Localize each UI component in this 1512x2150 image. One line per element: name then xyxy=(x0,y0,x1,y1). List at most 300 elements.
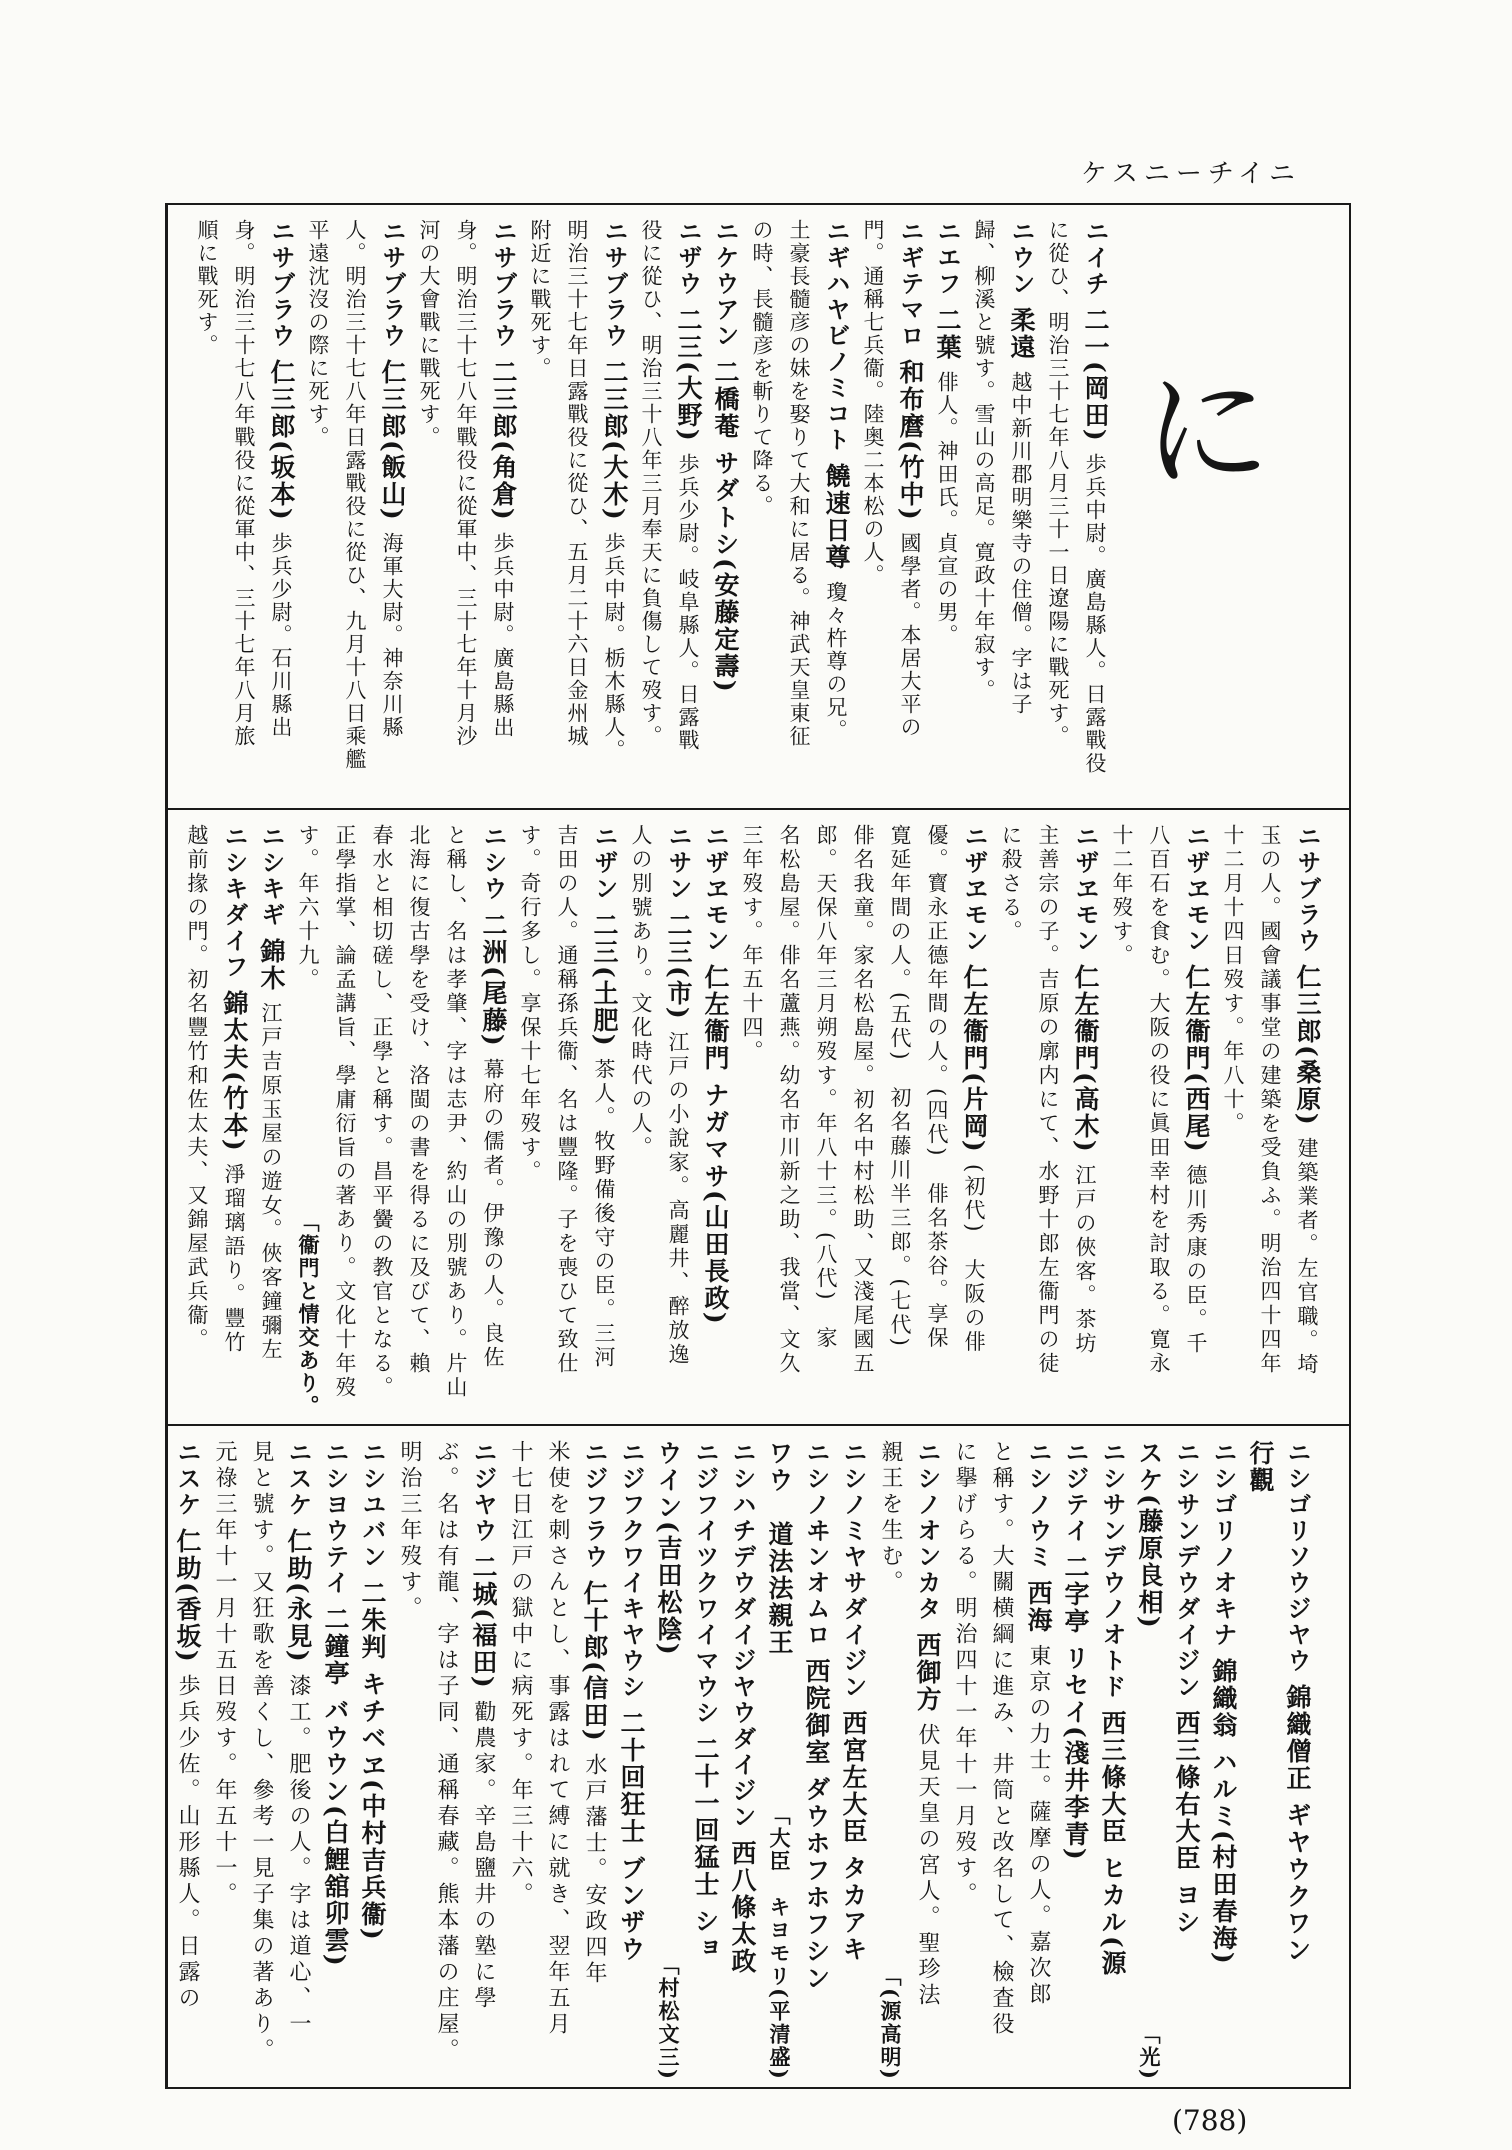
entry-text: 江戸の小說家。高麗井、醉放逸 xyxy=(666,1030,690,1367)
text-column xyxy=(697,824,734,1418)
entry-text: 歩兵少尉。岐阜縣人。日露戰 xyxy=(676,452,700,752)
column-line xyxy=(401,824,438,1376)
entry-name: 二十回狂士 xyxy=(617,1710,646,1845)
entry-name: 二朱判 xyxy=(358,1580,387,1661)
section-kana-heading: に xyxy=(1143,357,1272,506)
column-line xyxy=(300,219,337,449)
text-column xyxy=(337,219,374,802)
headword: ニスケ xyxy=(284,1440,312,1518)
text-column xyxy=(596,219,633,802)
entry-text: 平遠沈沒の際に死す。 xyxy=(306,219,330,449)
entry-name: 饒速日尊 xyxy=(822,463,851,571)
column-line xyxy=(633,219,670,748)
entry-name: 二橋菴 xyxy=(711,359,740,440)
entry-text: と稱す。大關横綱に進み、井筒と改名して、檢査役 xyxy=(989,1440,1014,2038)
entry-text: 役に從ひ、明治三十八年三月奉天に負傷して歿す。 xyxy=(639,219,663,748)
entry-name: 仁三郎(桑原) xyxy=(1293,964,1322,1127)
headword: ニシノオンカタ xyxy=(913,1440,941,1622)
text-column xyxy=(411,219,448,802)
column-line xyxy=(983,1440,1020,2038)
column-line xyxy=(993,824,1030,944)
cross-reference: リセイ(淺井李青) xyxy=(1061,1645,1090,1862)
headword: ニエフ xyxy=(933,219,961,297)
text-column xyxy=(670,219,707,802)
column-line xyxy=(623,824,660,1160)
entry-text: 元祿三年十一月十五日歿す。年五十一。 xyxy=(212,1440,237,1908)
entry-text: に擧げらる。明治四十一年十一月歿す。 xyxy=(952,1440,977,1908)
headword: ニジフイツクワイマウシ xyxy=(691,1440,719,1726)
column-line xyxy=(364,824,401,1400)
entries-band-bottom xyxy=(168,1426,1348,2087)
entry-name: 仁三郎(飯山) xyxy=(378,359,407,522)
headword: ニシノウミ xyxy=(1024,1440,1052,1570)
column-line xyxy=(909,1440,946,2009)
text-column xyxy=(744,219,781,802)
entry-name: 錦織僧正 xyxy=(1283,1684,1312,1792)
text-column xyxy=(522,219,559,802)
entry-name: 仁三郎(坂本) xyxy=(267,359,296,522)
text-column xyxy=(1094,1440,1131,2081)
text-column xyxy=(855,219,892,802)
column-line xyxy=(179,824,216,1352)
column-line xyxy=(475,824,512,1370)
headword: ニジフクワイキヤウシ xyxy=(617,1440,645,1700)
text-column xyxy=(1057,1440,1094,2081)
text-column xyxy=(401,824,438,1418)
text-column xyxy=(354,1440,391,2081)
text-column xyxy=(983,1440,1020,2081)
entry-name: 錦織翁 xyxy=(1209,1658,1238,1739)
headword: ニシハチデウダイジヤウダイジン xyxy=(728,1440,756,1830)
text-column xyxy=(650,1440,687,2081)
text-column xyxy=(1252,824,1289,1418)
text-column xyxy=(1040,219,1077,802)
entry-name: 二洲(尾藤) xyxy=(479,912,508,1048)
entry-text: 幕府の儒者。伊豫の人。良佐 xyxy=(481,1057,505,1370)
text-column xyxy=(253,824,290,1418)
headword: ニシユバン xyxy=(358,1440,386,1570)
text-column xyxy=(300,219,337,802)
headword: ニザヱモン xyxy=(1071,824,1099,954)
cross-reference: ナガマサ(山田長政) xyxy=(701,1082,730,1326)
column-line xyxy=(687,1440,724,1962)
text-column xyxy=(1141,824,1178,1418)
text-column xyxy=(1003,219,1040,802)
entry-text: 漆工。肥後の人。字は道心、一 xyxy=(286,1673,311,2038)
entry-text: ぶ。名は有龍、字は子同、通稱春藏。熊本藩の庄屋。 xyxy=(434,1440,459,2064)
text-column xyxy=(327,824,364,1418)
text-column xyxy=(687,1440,724,2081)
entry-text: 北海に復古學を受け、洛閩の書を得るに及びて、賴 xyxy=(407,824,431,1376)
entry-text: 三年歿す。年五十四。 xyxy=(740,824,764,1064)
headword: ニシノミヤサダイジン xyxy=(839,1440,867,1700)
headword: ニサブラウ xyxy=(1293,824,1321,954)
entry-text: 土豪長髓彦の妹を娶りて大和に居る。神武天皇東征 xyxy=(787,219,811,748)
text-column xyxy=(1289,824,1326,1418)
entry-name: 西御方 xyxy=(913,1632,942,1713)
column-line xyxy=(1030,824,1067,1376)
column-line xyxy=(549,824,586,1376)
headword: ニザヱモン xyxy=(1182,824,1210,954)
text-column xyxy=(428,1440,465,2081)
column-line xyxy=(374,219,411,739)
entry-text: 玉の人。國會議事堂の建築を受負ふ。明治四十四年 xyxy=(1258,824,1282,1376)
cross-reference: ダウホフホフシン xyxy=(802,1776,831,1992)
text-column xyxy=(263,219,300,802)
text-column xyxy=(966,219,1003,802)
entry-text: 瓊々杵尊の兄。 xyxy=(824,581,848,742)
cross-reference: タカアキ xyxy=(839,1855,868,1963)
entry-name: 二城(福田) xyxy=(469,1554,498,1690)
entry-text: 寛延年間の人。(五代) 初名藤川半三郎。(七代) xyxy=(888,824,912,1349)
column-line xyxy=(317,1440,354,1968)
column-line xyxy=(438,824,475,1400)
entry-text: 八百石を食む。大阪の役に眞田幸村を討取る。寛永 xyxy=(1147,824,1171,1376)
headword: ニザヱモン xyxy=(701,824,729,954)
text-column xyxy=(798,1440,835,2081)
text-column xyxy=(243,1440,280,2081)
text-column xyxy=(502,1440,539,2081)
entry-text: 身。明治三十七八年戰役に從軍中、三十七年八月旅 xyxy=(232,219,256,748)
entry-name: 二字亭 xyxy=(1061,1554,1090,1635)
column-line xyxy=(391,1440,428,1622)
headword: ニシゴリソウジヤウ xyxy=(1283,1440,1311,1674)
text-column xyxy=(845,824,882,1418)
column-line xyxy=(354,1440,391,1942)
entry-name: 仁左衞門 xyxy=(701,964,730,1072)
column-line xyxy=(1131,1440,1168,1630)
entry-text: に殺さる。 xyxy=(999,824,1023,944)
entry-name: 西宮左大臣 xyxy=(839,1710,868,1845)
column-line xyxy=(169,1440,206,2012)
headword: ニサブラウ xyxy=(267,219,295,349)
text-column xyxy=(781,219,818,802)
entry-text: 明治三十七年日露戰役に從ひ、五月二十六日金州城 xyxy=(565,219,589,748)
text-column xyxy=(946,1440,983,2081)
cross-reference: ハルミ(村田春海) xyxy=(1209,1749,1238,1966)
column-line xyxy=(1289,824,1326,1377)
entry-name: 錦木 xyxy=(257,938,286,992)
text-column xyxy=(882,824,919,1418)
column-line xyxy=(1279,1440,1316,1964)
column-line xyxy=(966,219,1003,702)
headword: ニスケ xyxy=(173,1440,201,1518)
column-line xyxy=(956,824,993,1354)
entry-text: 勸農家。辛島鹽井の塾に學 xyxy=(471,1699,496,2012)
headword: ニシサンデウノオトド xyxy=(1098,1440,1126,1700)
cross-reference: ギヤウクワン xyxy=(1283,1802,1312,1964)
column-line xyxy=(1094,1440,1131,1977)
headword: ニザヱモン xyxy=(960,824,988,954)
entry-text: 吉田の人。通稱孫兵衞、名は豐隆。子を喪ひて致仕 xyxy=(555,824,579,1376)
entry-text: 主善宗の子。吉原の廓内にて、水野十郎左衞門の徒 xyxy=(1036,824,1060,1376)
column-line xyxy=(798,1440,835,1992)
text-column xyxy=(1104,824,1141,1418)
text-column xyxy=(1279,1440,1316,2081)
column-line xyxy=(1178,824,1215,1356)
text-column xyxy=(929,219,966,802)
text-column xyxy=(835,1440,872,2081)
column-line xyxy=(576,1440,613,1987)
continuation-text: 「衞門と情交あり。 xyxy=(296,1211,321,1418)
entry-text: 春水と相切磋し、正學と稱す。昌平黌の教官となる。 xyxy=(370,824,394,1400)
entry-name: 二三郎(大木) xyxy=(600,359,629,522)
cross-reference: 行觀 xyxy=(1246,1440,1275,1494)
cross-reference: サダトシ(安藤定壽) xyxy=(711,450,740,694)
column-line xyxy=(586,824,623,1370)
entry-text: 歩兵中尉。廣島縣人。日露戰役 xyxy=(1083,452,1107,775)
text-column xyxy=(892,219,929,802)
entry-name: 仁左衞門(高木) xyxy=(1071,964,1100,1154)
entry-text: 優。寳永正德年間の人。(四代) 俳名茶谷。享保 xyxy=(925,824,949,1351)
text-column xyxy=(290,824,327,1418)
entry-text: す。年六十九。 xyxy=(296,824,320,992)
entry-text: 江戸の俠客。茶坊 xyxy=(1073,1163,1097,1356)
column-line xyxy=(707,219,744,694)
entry-text: 親王を生む。 xyxy=(878,1440,903,1596)
text-column xyxy=(956,824,993,1418)
entry-name: 二三(大野) xyxy=(674,307,703,443)
text-column xyxy=(539,1440,576,2081)
column-line xyxy=(539,1440,576,2038)
text-column xyxy=(576,1440,613,2081)
entry-text: 越前掾の門。初名豐竹和佐太夫、又錦屋武兵衞。 xyxy=(185,824,209,1352)
column-line xyxy=(1242,1440,1279,1494)
column-line xyxy=(660,824,697,1367)
headword: ニジテイ xyxy=(1061,1440,1089,1544)
column-line xyxy=(596,219,633,762)
text-column xyxy=(1215,824,1252,1418)
text-column xyxy=(1067,824,1104,1418)
text-column xyxy=(216,824,253,1418)
column-line xyxy=(818,219,855,742)
headword: ニギハヤビノミコト xyxy=(822,219,850,453)
headword: ニジフラウ xyxy=(580,1440,608,1570)
entry-text: 河の大會戰に戰死す。 xyxy=(417,219,441,449)
entry-name: 仁助(永見) xyxy=(284,1528,313,1664)
text-column xyxy=(169,1440,206,2081)
column-line xyxy=(1067,824,1104,1356)
column-line xyxy=(761,1440,798,1656)
column-line xyxy=(428,1440,465,2064)
headword: ニサン xyxy=(664,824,692,902)
column-line xyxy=(613,1440,650,1963)
entry-name: 錦太夫(竹本) xyxy=(220,990,249,1153)
column-line xyxy=(650,1440,687,1657)
entry-text: 十七日江戸の獄中に病死す。年三十六。 xyxy=(508,1440,533,1908)
entry-name: 二三(土肥) xyxy=(590,912,619,1048)
entry-text: 正學指掌、論孟講旨、學庸衍旨の著あり。文化十年歿 xyxy=(333,824,357,1400)
entry-text: 德川秀康の臣。千 xyxy=(1184,1163,1208,1356)
column-line xyxy=(280,1440,317,2038)
entry-text: 十二月十四日歿す。年八十。 xyxy=(1221,824,1245,1136)
text-column xyxy=(465,1440,502,2081)
column-line xyxy=(226,219,263,748)
column-line xyxy=(337,219,374,771)
entry-text: 見と號す。又狂歌を善くし、參考一見子集の著あり。 xyxy=(249,1440,274,2064)
entry-text: 伏見天皇の宮人。聖珍法 xyxy=(915,1723,940,2009)
text-column xyxy=(512,824,549,1418)
text-column xyxy=(1020,1440,1057,2081)
text-column xyxy=(438,824,475,1418)
text-column xyxy=(485,219,522,802)
entry-text: 身。明治三十七八年戰役に從軍中、三十七年十月沙 xyxy=(454,219,478,748)
text-column xyxy=(391,1440,428,2081)
column-line xyxy=(263,219,300,739)
entry-text: 名松島屋。俳名蘆燕。幼名市川新之助、我當、文久 xyxy=(777,824,801,1376)
entry-text: 東京の力士。薩摩の人。嘉次郎 xyxy=(1026,1644,1051,2008)
column-line xyxy=(512,824,549,1184)
text-column xyxy=(189,219,226,802)
text-column xyxy=(623,824,660,1418)
entry-text: 門。通稱七兵衞。陸奥二本松の人。 xyxy=(861,219,885,587)
entry-text: 十二年歿す。 xyxy=(1110,824,1134,968)
text-column xyxy=(808,824,845,1418)
continuation-text: 「大臣 キヨモリ(平清盛) xyxy=(767,1804,792,2081)
column-line xyxy=(522,219,559,380)
entry-text: 江戸吉原玉屋の遊女。俠客鐘彌左 xyxy=(259,1002,283,1362)
continuation-text: 「光) xyxy=(1137,2023,1162,2081)
text-column xyxy=(586,824,623,1418)
cross-reference: ワウ 道法法親王 xyxy=(765,1440,794,1656)
entry-name: 西院御室 xyxy=(802,1658,831,1766)
column-line xyxy=(835,1440,872,1963)
column-line xyxy=(216,824,253,1355)
headword: ニシノヰンオムロ xyxy=(802,1440,830,1648)
text-column xyxy=(549,824,586,1418)
text-column xyxy=(364,824,401,1418)
entry-text: に從ひ、明治三十七年八月三十一日遼陽に戰死す。 xyxy=(1046,219,1070,748)
entry-text: 歩兵中尉。廣島縣出 xyxy=(491,531,515,739)
entry-text: 米使を刺さんとし、事露はれて縛に就き、翌年五月 xyxy=(545,1440,570,2038)
entry-text: 水戸藩士。安政四年 xyxy=(582,1752,607,1987)
column-line xyxy=(1205,1440,1242,1966)
column-line xyxy=(1104,824,1141,968)
column-line xyxy=(465,1440,502,2012)
column-group xyxy=(168,824,1326,1418)
text-column xyxy=(280,1440,317,2081)
text-column xyxy=(660,824,697,1418)
cross-reference: ヨシ xyxy=(1172,1882,1201,1936)
text-column xyxy=(872,1440,909,2081)
cross-reference: キチベヱ(中村吉兵衞) xyxy=(358,1671,387,1942)
entry-name: 仁左衞門(片岡) xyxy=(960,964,989,1154)
page-number: (788) xyxy=(1172,2104,1248,2137)
text-column xyxy=(1131,1440,1168,2081)
headword: ニサブラウ xyxy=(489,219,517,349)
text-column xyxy=(734,824,771,1418)
text-column xyxy=(374,219,411,802)
entry-text: の時、長髓彦を斬りて降る。 xyxy=(750,219,774,518)
column-line xyxy=(929,219,966,647)
column-line xyxy=(872,1440,909,1596)
entry-text: 人の別號あり。文化時代の人。 xyxy=(629,824,653,1160)
column-line xyxy=(448,219,485,748)
column-line xyxy=(502,1440,539,1908)
column-line xyxy=(206,1440,243,1908)
text-column xyxy=(771,824,808,1418)
column-line xyxy=(1252,824,1289,1376)
text-column xyxy=(448,219,485,802)
headword: ニシキダイフ xyxy=(220,824,248,980)
column-line xyxy=(919,824,956,1350)
column-line xyxy=(1077,219,1114,775)
entry-name: 西三條大臣 xyxy=(1098,1710,1127,1845)
column-line xyxy=(697,824,734,1326)
entry-text: 茶人。牧野備後守の臣。三河 xyxy=(592,1057,616,1370)
column-group xyxy=(168,1440,1316,2081)
column-line xyxy=(1020,1440,1057,2008)
column-line xyxy=(734,824,771,1064)
column-line xyxy=(559,219,596,748)
column-line xyxy=(1057,1440,1094,1862)
text-column xyxy=(1030,824,1067,1418)
column-line xyxy=(253,824,290,1362)
column-line xyxy=(1141,824,1178,1376)
column-group xyxy=(168,219,1114,802)
entry-text: 歩兵少佐。山形縣人。日露の xyxy=(175,1673,200,2012)
text-column xyxy=(1178,824,1215,1418)
cross-reference: ウイン(吉田松陰) xyxy=(654,1440,683,1657)
continuation-text: 「(源高明) xyxy=(878,1965,903,2081)
cross-reference: スケ(藤原良相) xyxy=(1135,1440,1164,1630)
column-line xyxy=(855,219,892,587)
column-line xyxy=(892,219,929,739)
column-line xyxy=(670,219,707,752)
entry-name: 西三條右大臣 xyxy=(1172,1710,1201,1872)
entry-name: 二一(岡田) xyxy=(1081,307,1110,443)
column-line xyxy=(411,219,448,449)
entry-text: 郎。天保八年三月朔歿す。年八十三。(八代) 家 xyxy=(814,824,838,1351)
column-line xyxy=(882,824,919,1349)
column-line xyxy=(1168,1440,1205,1936)
entry-text: 歸、柳溪と號す。雪山の高足。寛政十年寂す。 xyxy=(972,219,996,702)
entry-text: 歩兵少尉。石川縣出 xyxy=(269,531,293,739)
entry-text: (初代) 大阪の俳 xyxy=(962,1163,986,1355)
entry-text: す。奇行多し。享保十七年歿す。 xyxy=(518,824,542,1184)
cross-reference: ヒカル(源 xyxy=(1098,1855,1127,1977)
headword: ニケウアン xyxy=(711,219,739,349)
text-column xyxy=(179,824,216,1418)
entries-band-top xyxy=(168,205,1348,808)
entry-text: 淨瑠璃語り。豐竹 xyxy=(222,1162,246,1355)
column-line xyxy=(189,219,226,357)
column-line xyxy=(724,1440,761,1975)
column-line xyxy=(781,219,818,748)
text-column xyxy=(761,1440,798,2081)
continuation-text: 「村松文三) xyxy=(656,1954,681,2081)
headword: ニサブラウ xyxy=(600,219,628,349)
text-column xyxy=(993,824,1030,1418)
entries-band-middle xyxy=(168,810,1348,1424)
text-column xyxy=(1168,1440,1205,2081)
column-line xyxy=(485,219,522,739)
column-line xyxy=(243,1440,280,2064)
headword: ニギテマロ xyxy=(896,219,924,349)
headword: ニウン xyxy=(1007,219,1035,297)
entry-name: 二三郎(角倉) xyxy=(489,359,518,522)
column-line xyxy=(946,1440,983,1908)
headword: ニイチ xyxy=(1081,219,1109,297)
entry-text: 海軍大尉。神奈川縣 xyxy=(380,531,404,739)
entry-name: 仁十郎(信田) xyxy=(580,1580,609,1743)
text-column xyxy=(919,824,956,1418)
text-column xyxy=(226,219,263,802)
entry-text: 明治三年歿す。 xyxy=(397,1440,422,1622)
entry-name: 仁左衞門(西尾) xyxy=(1182,964,1211,1154)
entry-name: 西海 xyxy=(1024,1580,1053,1634)
column-line xyxy=(1215,824,1252,1136)
